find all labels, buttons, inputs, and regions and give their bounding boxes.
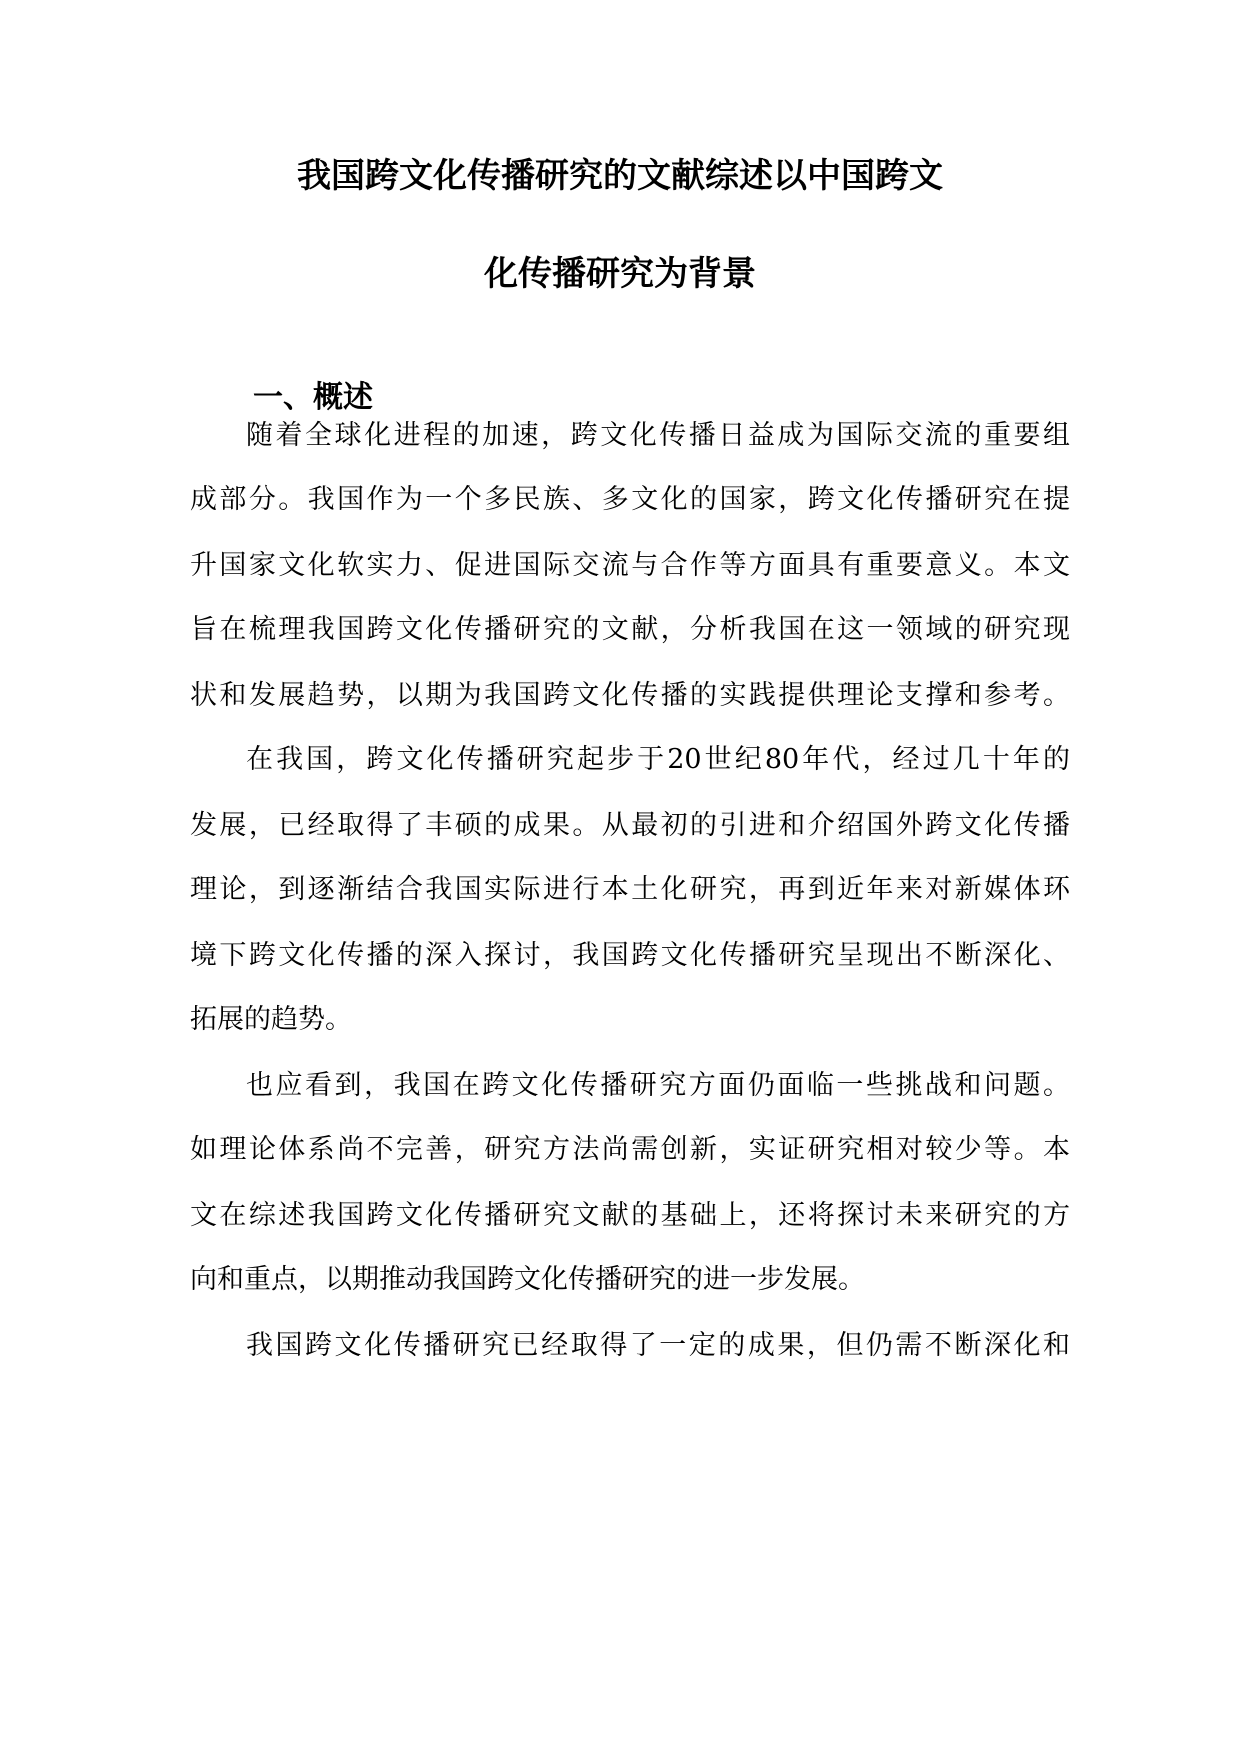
paragraph-4-line-1: 我国跨文化传播研究已经取得了一定的成果，但仍需不断深化和 xyxy=(246,1330,1070,1361)
paragraph-1-line-2: 成部分。我国作为一个多民族、多文化的国家，跨文化传播研究在提 xyxy=(190,484,1070,515)
paragraph-2-line-3: 理论，到逐渐结合我国实际进行本土化研究，再到近年来对新媒体环 xyxy=(190,874,1070,905)
paragraph-1-line-5: 状和发展趋势，以期为我国跨文化传播的实践提供理论支撑和参考。 xyxy=(190,680,1070,711)
section-heading: 一、概述 xyxy=(253,380,373,415)
paragraph-1-line-4: 旨在梳理我国跨文化传播研究的文献，分析我国在这一领域的研究现 xyxy=(190,614,1070,645)
paragraph-2-line-2: 发展，已经取得了丰硕的成果。从最初的引进和介绍国外跨文化传播 xyxy=(190,810,1070,841)
paragraph-1-line-1: 随着全球化进程的加速，跨文化传播日益成为国际交流的重要组 xyxy=(246,420,1070,451)
paragraph-2-line-1: 在我国，跨文化传播研究起步于20世纪80年代，经过几十年的 xyxy=(246,744,1070,775)
paragraph-3-line-4: 向和重点，以期推动我国跨文化传播研究的进一步发展。 xyxy=(190,1264,865,1295)
paragraph-2-line-5: 拓展的趋势。 xyxy=(190,1004,352,1035)
document-title-line-2: 化传播研究为背景 xyxy=(484,254,756,294)
paragraph-1-line-3: 升国家文化软实力、促进国际交流与合作等方面具有重要意义。本文 xyxy=(190,550,1070,581)
paragraph-3-line-3: 文在综述我国跨文化传播研究文献的基础上，还将探讨未来研究的方 xyxy=(190,1200,1070,1231)
paragraph-3-line-1: 也应看到，我国在跨文化传播研究方面仍面临一些挑战和问题。 xyxy=(246,1070,1070,1101)
document-title-line-1: 我国跨文化传播研究的文献综述以中国跨文 xyxy=(297,156,943,196)
paragraph-2-line-4: 境下跨文化传播的深入探讨，我国跨文化传播研究呈现出不断深化、 xyxy=(190,940,1070,971)
paragraph-3-line-2: 如理论体系尚不完善，研究方法尚需创新，实证研究相对较少等。本 xyxy=(190,1134,1070,1165)
